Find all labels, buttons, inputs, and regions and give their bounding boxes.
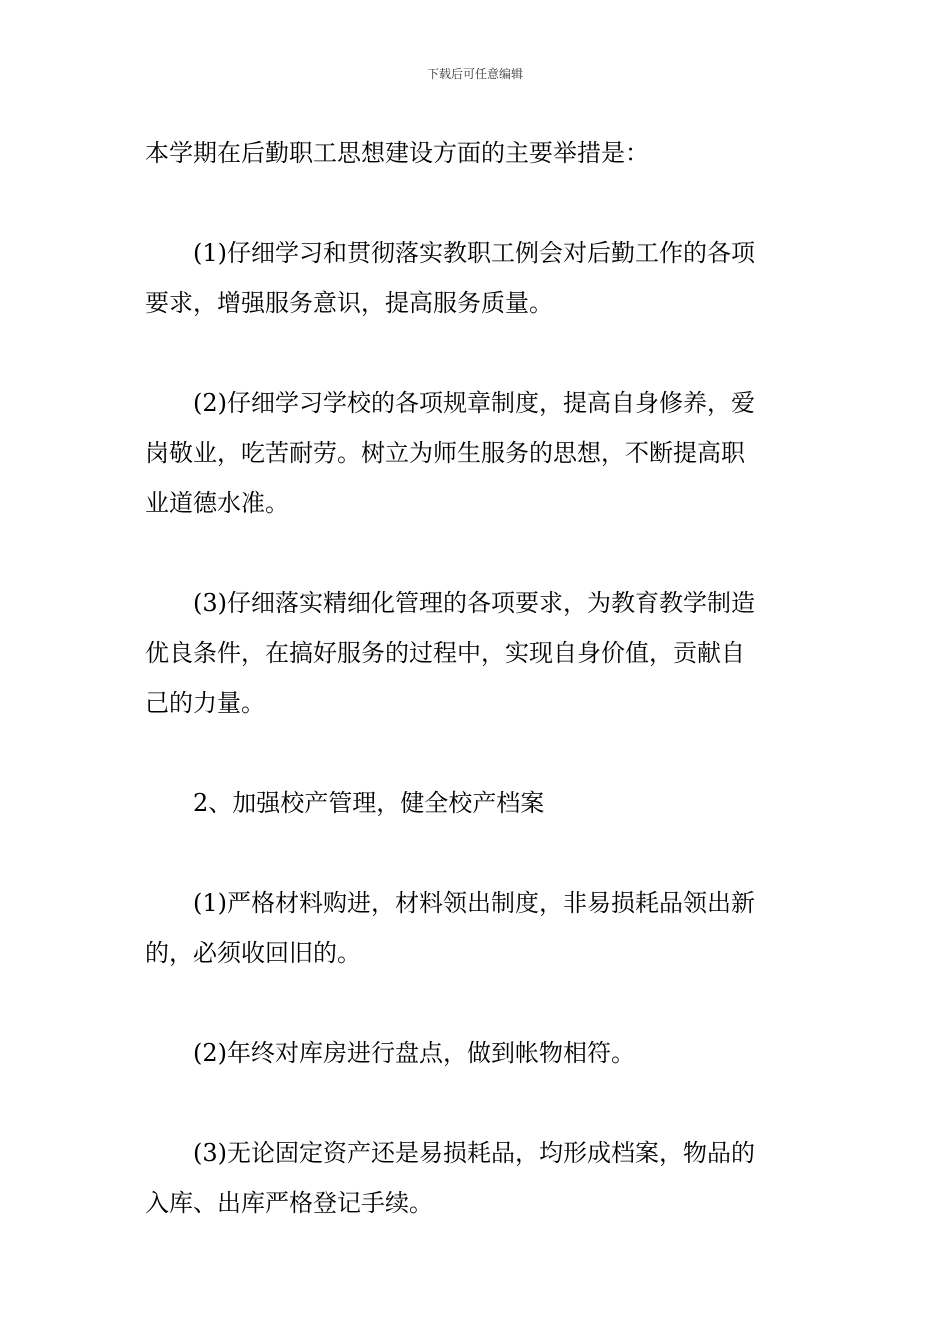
paragraph-line: (3)仔细落实精细化管理的各项要求，为教育教学制造 (193, 589, 755, 617)
paragraph-line: 入库、出库严格登记手续。 (145, 1189, 433, 1217)
paragraph-item-2-3 (145, 1128, 810, 1228)
paragraph-line: 本学期在后勤职工思想建设方面的主要举措是： (145, 139, 649, 167)
paragraph-line: (2)仔细学习学校的各项规章制度，提高自身修养，爱 (193, 389, 755, 417)
paragraph-item-2 (145, 378, 810, 528)
paragraph-line: 己的力量。 (145, 689, 265, 717)
paragraph-line: 的，必须收回旧的。 (145, 939, 361, 967)
paragraph-intro (145, 128, 810, 178)
section-heading-2 (145, 778, 810, 828)
paragraph-item-2-2 (145, 1028, 810, 1078)
paragraph-line: 要求，增强服务意识，提高服务质量。 (145, 289, 553, 317)
paragraph-line: (2)年终对库房进行盘点，做到帐物相符。 (193, 1039, 635, 1067)
paragraph-line: (1)仔细学习和贯彻落实教职工例会对后勤工作的各项 (193, 239, 755, 267)
document-body (145, 128, 810, 1278)
paragraph-item-2-1 (145, 878, 810, 978)
paragraph-line: (3)无论固定资产还是易损耗品，均形成档案，物品的 (193, 1139, 755, 1167)
paragraph-line: 岗敬业，吃苦耐劳。树立为师生服务的思想，不断提高职 (145, 439, 745, 467)
paragraph-line: 2、加强校产管理，健全校产档案 (193, 789, 545, 817)
paragraph-item-1 (145, 228, 810, 328)
paragraph-line: 业道德水准。 (145, 489, 289, 517)
paragraph-line: (1)严格材料购进，材料领出制度，非易损耗品领出新 (193, 889, 755, 917)
paragraph-item-3 (145, 578, 810, 728)
paragraph-line: 优良条件，在搞好服务的过程中，实现自身价值，贡献自 (145, 639, 745, 667)
header-note: 下载后可任意编辑 (426, 67, 523, 81)
